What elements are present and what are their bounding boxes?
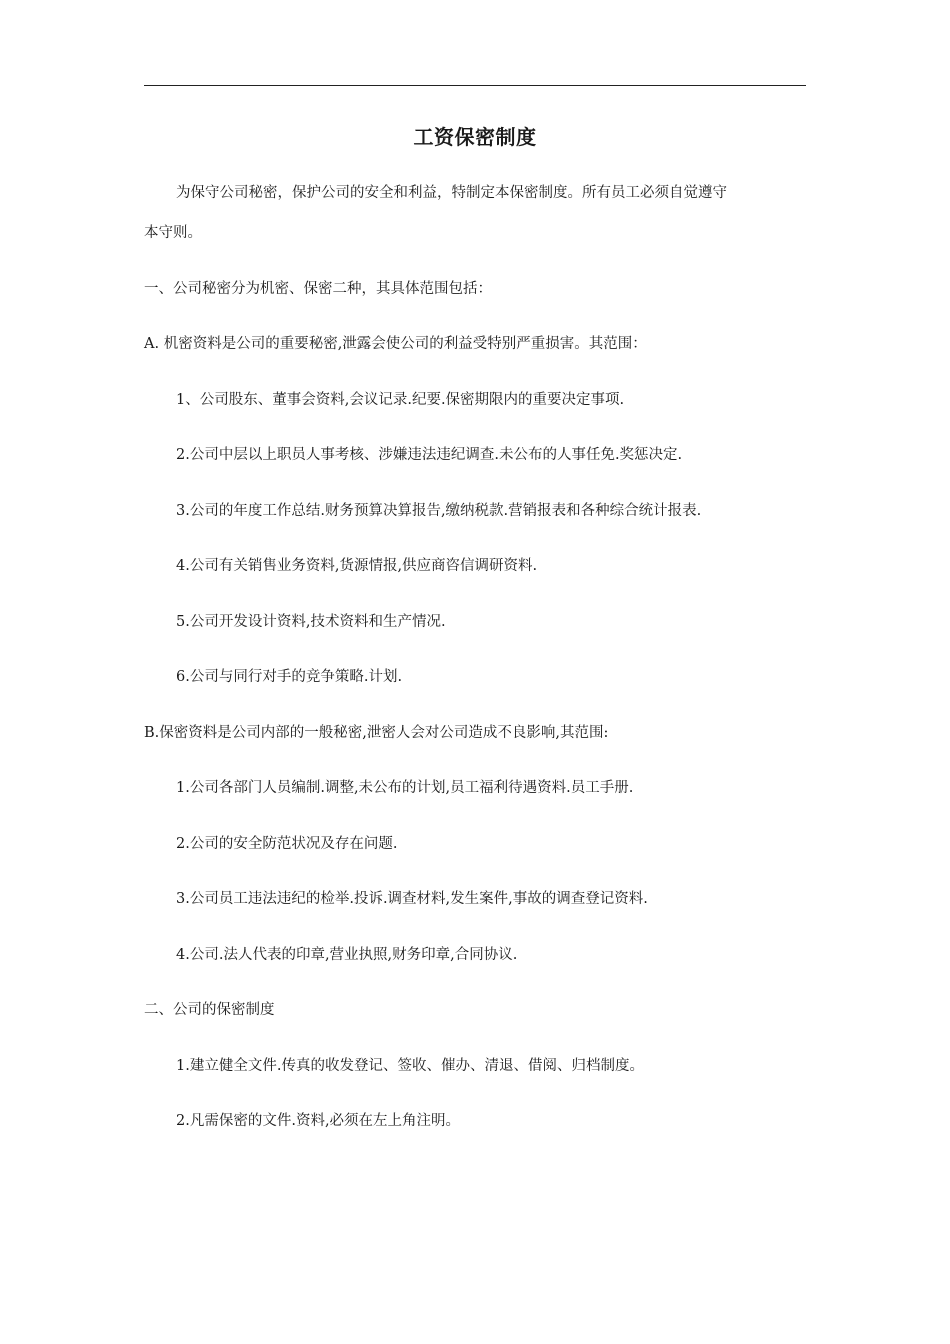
part-a-item-6: 6.公司与同行对手的竞争策略.计划. bbox=[176, 669, 403, 685]
part-a-item-5: 5.公司开发设计资料,技术资料和生产情况. bbox=[176, 614, 446, 630]
section-2-item-2: 2.凡需保密的文件.资料,必须在左上角注明。 bbox=[176, 1113, 461, 1129]
part-b-item-1: 1.公司各部门人员编制.调整,未公布的计划,员工福利待遇资料.员工手册. bbox=[176, 780, 634, 796]
intro-line-1: 为保守公司秘密，保护公司的安全和利益，特制定本保密制度。所有员工必须自觉遵守 bbox=[176, 185, 727, 201]
part-b-heading: B.保密资料是公司内部的一般秘密,泄密人会对公司造成不良影响,其范围: bbox=[144, 725, 609, 741]
part-b-item-4: 4.公司.法人代表的印章,营业执照,财务印章,合同协议. bbox=[176, 947, 518, 963]
document-title: 工资保密制度 bbox=[413, 125, 537, 149]
intro-line-2: 本守则。 bbox=[144, 225, 202, 241]
part-a-item-4: 4.公司有关销售业务资料,货源情报,供应商咨信调研资料. bbox=[176, 558, 538, 574]
part-a-item-1: 1、公司股东、董事会资料,会议记录.纪要.保密期限内的重要决定事项. bbox=[176, 392, 625, 408]
part-a-item-3: 3.公司的年度工作总结.财务预算决算报告,缴纳税款.营销报表和各种综合统计报表. bbox=[176, 503, 702, 519]
part-a-heading: A. 机密资料是公司的重要秘密,泄露会使公司的利益受特别严重损害。其范围： bbox=[144, 336, 647, 352]
part-b-item-2: 2.公司的安全防范状况及存在问题. bbox=[176, 836, 398, 852]
section-2-item-1: 1.建立健全文件.传真的收发登记、签收、催办、清退、借阅、归档制度。 bbox=[176, 1058, 644, 1074]
section-2-heading: 二、公司的保密制度 bbox=[144, 1002, 275, 1018]
part-a-item-2: 2.公司中层以上职员人事考核、涉嫌违法违纪调查.未公布的人事任免.奖惩决定. bbox=[176, 447, 683, 463]
part-b-item-3: 3.公司员工违法违纪的检举.投诉.调查材料,发生案件,事故的调查登记资料. bbox=[176, 891, 648, 907]
header-rule bbox=[144, 85, 806, 86]
section-1-heading: 一、公司秘密分为机密、保密二种，其具体范围包括： bbox=[144, 281, 492, 297]
